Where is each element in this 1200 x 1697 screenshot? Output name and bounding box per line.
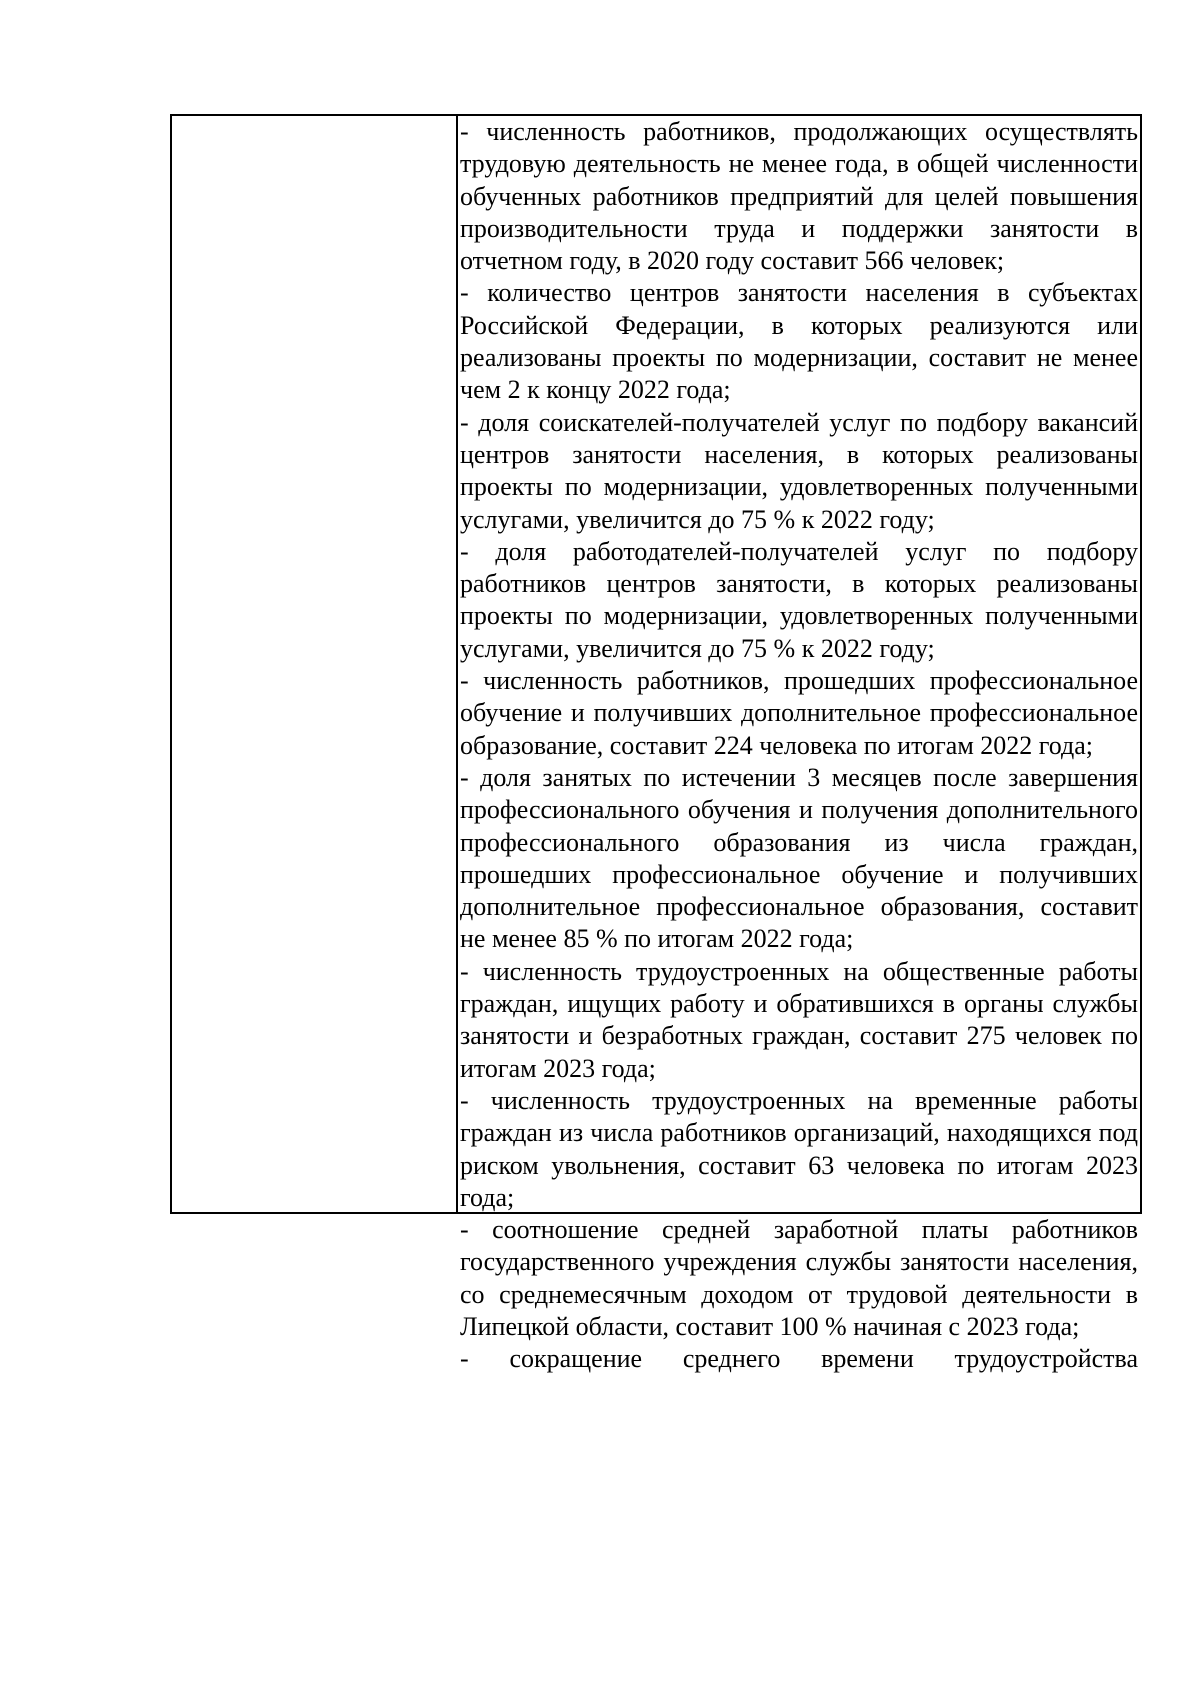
list-item: - численность работников, продолжающих осуществлять трудовую деятельность не менее года, в общей численности обученных работников предприятий для целей повышения производительности труда и поддержки занятости в отчетном году, в 2020 году составит 566 человек; [460, 117, 1138, 276]
right-cell [458, 116, 1140, 1374]
list-item: - доля работодателей-получателей услуг по подбору работников центров занятости, в которых реализованы проекты по модернизации, удовлетворенных полученными услугами, увеличится до 75 % к 2022 году; [460, 536, 1138, 663]
list-item: - численность трудоустроенных на временные работы граждан из числа работников организаций, находящихся под риском увольнения, составит 63 человека по итогам 2023 года; [460, 1085, 1138, 1212]
list-item: - доля соискателей-получателей услуг по подбору вакансий центров занятости населения, в которых реализованы проекты по модернизации, удовлетворенных полученными услугами, увеличится до 75 % к 2022 году; [460, 407, 1138, 534]
list-item: - доля занятых по истечении 3 месяцев после завершения профессионального обучения и получения дополнительного профессионального образования из числа граждан, прошедших профессиональное обучение и получивших дополнительное профессиональное образования, составит не менее 85 % по итогам 2022 года; [460, 762, 1138, 954]
list-item: - количество центров занятости населения в субъектах Российской Федерации, в которых реализуются или реализованы проекты по модернизации, составит не менее чем 2 к концу 2022 года; [460, 278, 1138, 405]
list-item: - соотношение средней заработной платы работников государственного учреждения службы занятости населения, со среднемесячным доходом от трудовой деятельности в Липецкой области, составит 100 % начиная с 2023 года; [460, 1215, 1138, 1341]
left-cell [172, 116, 458, 1212]
document-table [170, 114, 1142, 1374]
list-item: - численность работников, прошедших профессиональное обучение и получивших дополнительное профессиональное образование, составит 224 человека по итогам 2022 года; [460, 666, 1138, 760]
list-item: - сокращение среднего времени трудоустройства [460, 1344, 1138, 1374]
list-item: - численность трудоустроенных на общественные работы граждан, ищущих работу и обратившихся в органы службы занятости и безработных граждан, составит 275 человек по итогам 2023 года; [460, 956, 1138, 1083]
